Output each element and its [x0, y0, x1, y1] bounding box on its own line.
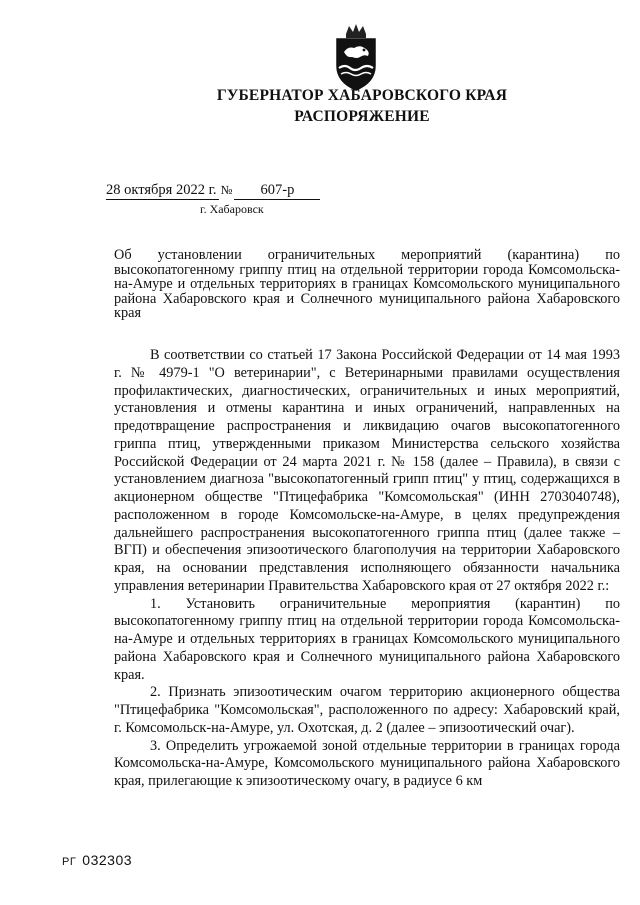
clause-2-paragraph: 2. Признать эпизоотическим очагом территорию акционерного общества "Птицефабрика "Комсомольская", расположенного по адресу: Хабаровский край, г. Комсомольск-на-Амуре, ул. Охотская, д. 2 (далее – эпизоотический очаг).: [114, 684, 620, 736]
serial-code: 032303: [82, 852, 133, 868]
document-number: 607-р: [234, 182, 320, 200]
document-dateline: [106, 182, 320, 200]
blank-serial-number: [62, 852, 132, 868]
clause-3-paragraph: 3. Определить угрожаемой зоной отдельные территории в границах города Комсомольска-на-Амуре, Комсомольского муниципального района Хабаровского края, прилегающие к эпизоотическому очагу, в радиусе 6 км: [114, 737, 620, 789]
number-sign: №: [220, 183, 233, 197]
issuing-authority: ГУБЕРНАТОР ХАБАРОВСКОГО КРАЯ: [216, 87, 508, 104]
serial-series: РГ: [62, 856, 77, 868]
coat-of-arms-icon: [330, 24, 382, 94]
issue-city: г. Хабаровск: [200, 202, 264, 216]
preamble-paragraph: В соответствии со статьей 17 Закона Российской Федерации от 14 мая 1993 г. № 4979-1 "О ветеринарии", с Ветеринарными правилами осуществления профилактических, диагностических, ограничительных и иных мероприятий, установления и отмены карантина и иных ограничений, направленных на предотвращение распространения и ликвидацию очагов высокопатогенного гриппа птиц, утвержденными приказом Министерства сельского хозяйства Российской Федерации от 24 марта 2021 г. № 158 (далее – Правила), в связи с установлением диагноза "высокопатогенный грипп птиц" у птиц, содержащихся в акционерном обществе "Птицефабрика "Комсомольская" (ИНН 2703040748), расположенном в городе Комсомольске-на-Амуре, в целях предупреждения дальнейшего распространения высокопатогенного гриппа птиц (далее также – ВГП) и обеспечения эпизоотического благополучия на территории Хабаровского края, на основании представления исполняющего обязанности начальника управления ветеринарии Правительства Хабаровского края от 27 октября 2022 г.:: [114, 347, 620, 594]
document-subject: Об установлении ограничительных мероприятий (карантина) по высокопатогенному гриппу птиц на отдельной территории города Комсомольска-на-Амуре и отдельных территориях в границах Комсомольского муниципального района Хабаровского края и Солнечного муниципального района Хабаровского края: [114, 247, 620, 321]
clause-1-paragraph: 1. Установить ограничительные мероприятия (карантин) по высокопатогенному гриппу птиц на отдельной территории города Комсомольска-на-Амуре и отдельных территориях в границах Комсомольского муниципального района Хабаровского края и Солнечного муниципального района Хабаровского края.: [114, 595, 620, 683]
document-date: 28 октября 2022 г.: [106, 182, 217, 198]
document-body: [114, 347, 620, 791]
document-type: РАСПОРЯЖЕНИЕ: [294, 108, 430, 125]
